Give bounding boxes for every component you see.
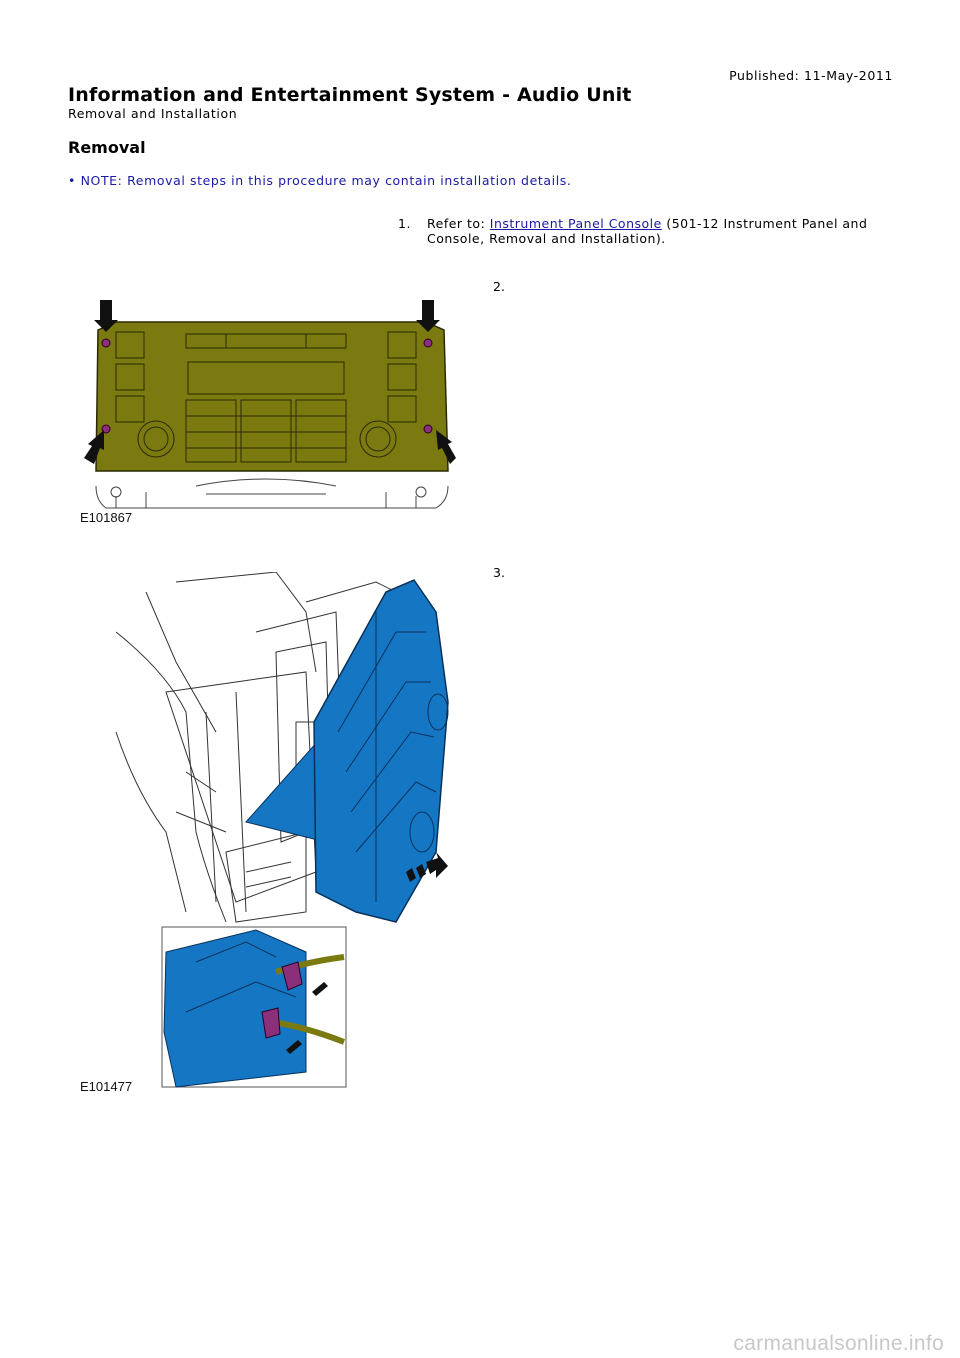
section-heading: Removal xyxy=(68,138,146,157)
step-text xyxy=(427,216,887,246)
figure-audio-unit-removal xyxy=(76,572,461,1092)
figure-audio-unit-front xyxy=(76,296,461,528)
step-3-number: 3. xyxy=(493,565,505,580)
step-prefix: Refer to: xyxy=(427,216,490,231)
figure-id-label: E101477 xyxy=(80,1079,133,1094)
published-date: Published: 11-May-2011 xyxy=(729,68,893,83)
step-number: 1. xyxy=(398,216,411,231)
page-subtitle: Removal and Installation xyxy=(68,106,238,121)
step-2-number: 2. xyxy=(493,279,505,294)
note-text: NOTE: Removal steps in this procedure may contain installation details. xyxy=(80,173,572,188)
page-title: Information and Entertainment System - Audio Unit xyxy=(68,84,632,106)
watermark: carmanualsonline.info xyxy=(733,1332,944,1355)
figure-id-label: E101867 xyxy=(80,510,133,525)
bullet-icon: • xyxy=(68,173,76,188)
step-suffix: (501-12 Instrument Panel and Console, Removal and Installation). xyxy=(427,216,868,246)
note-line xyxy=(68,173,571,188)
instrument-panel-console-link[interactable]: Instrument Panel Console xyxy=(489,216,662,231)
